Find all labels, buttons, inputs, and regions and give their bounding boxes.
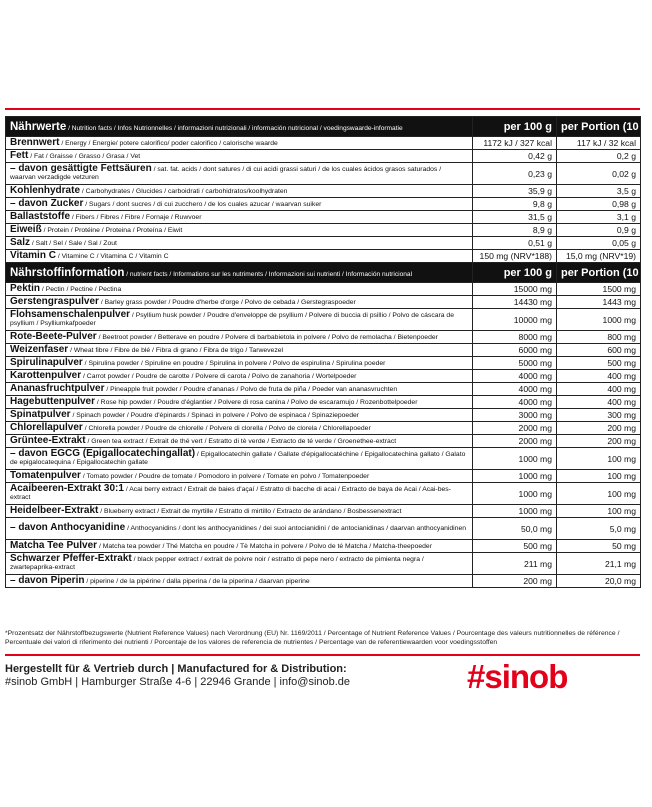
- ingredient-name: Pektin: [10, 282, 41, 294]
- nutrient-translations: / Carbohydrates / Glucides / carboidrati / carbohidratos/koolhydraten: [80, 187, 288, 195]
- ingredient-row: [6, 575, 641, 588]
- ingredient-translations: / piperine / de la pipérine / dalla piperina / de la piperina / daarvan piperine: [84, 577, 310, 585]
- ingredient-row: [6, 344, 641, 357]
- nutrient-name: Vitamin C: [10, 249, 56, 261]
- ingredient-translations: / Spinach powder / Poudre d'épinards / Spinaci in polvere / Polvo de espinaca / Spinaziepoeder: [70, 411, 360, 419]
- ingredient-value-per-100g: 4000 mg: [473, 396, 557, 409]
- ingredient-value-per-100g: 4000 mg: [473, 383, 557, 396]
- ingredient-translations: / Matcha tea powder / Thé Matcha en poudre / Tè Matcha in polvere / Polvo de té Matcha / Matcha-theepoeder: [97, 542, 432, 550]
- ingredient-name: Spinatpulver: [10, 408, 71, 420]
- ingredient-name-cell: [6, 483, 473, 505]
- ingredient-row: [6, 505, 641, 518]
- nutrient-name-cell: [6, 250, 473, 263]
- nutrient-value-per-100g: 8,9 g: [473, 224, 557, 237]
- nutrient-value-per-portion: 15,0 mg (NRV*19): [557, 250, 641, 263]
- nutrient-value-per-portion: 117 kJ / 32 kcal: [557, 137, 641, 150]
- nutrient-translations: / Vitamine C / Vitamina C / Vitamin C: [55, 252, 169, 260]
- ingredient-row: [6, 448, 641, 470]
- ingredient-translations: / Beetroot powder / Betterave en poudre / Polvere di barbabietola in polvere / Polvo de remolacha / Bietenpoeder: [96, 333, 438, 341]
- ingredient-name-cell: [6, 344, 473, 357]
- nutrient-name-cell: [6, 150, 473, 163]
- ingredient-name-cell: [6, 575, 473, 588]
- ingredient-translations: / Rose hip powder / Poudre d'églantier / Polvere di rosa canina / Polvo de escaramujo / Rozenbottelpoeder: [95, 398, 418, 406]
- manufacturer-address: #sinob GmbH | Hamburger Straße 4-6 | 22946 Grande | info@sinob.de: [5, 676, 351, 688]
- ingredient-value-per-100g: 500 mg: [473, 540, 557, 553]
- ingredient-name-cell: [6, 435, 473, 448]
- sinob-logo: #sinob: [467, 658, 568, 695]
- nutrient-value-per-portion: 0,9 g: [557, 224, 641, 237]
- ingredient-value-per-portion: 100 mg: [557, 470, 641, 483]
- ingredient-name: – davon Piperin: [10, 574, 85, 586]
- ingredient-name-cell: [6, 396, 473, 409]
- ingredient-value-per-100g: 14430 mg: [473, 296, 557, 309]
- ingredient-name: Hagebuttenpulver: [10, 395, 96, 407]
- ingredient-value-per-portion: 20,0 mg: [557, 575, 641, 588]
- ingredient-value-per-100g: 10000 mg: [473, 309, 557, 331]
- ingredient-value-per-portion: 600 mg: [557, 344, 641, 357]
- nutrient-name-cell: [6, 237, 473, 250]
- ingredient-row: [6, 309, 641, 331]
- ingredient-name-cell: [6, 448, 473, 470]
- top-red-rule: [5, 108, 640, 110]
- ingredient-row: [6, 422, 641, 435]
- ingredient-value-per-portion: 100 mg: [557, 448, 641, 470]
- nutrient-translations: / Energy / Energie/ potere calorifico/ poder calorifico / calorische waarde: [59, 139, 278, 147]
- ingredient-name: – davon EGCG (Epigallocatechingallat): [10, 448, 196, 459]
- nutrient-row: [6, 137, 641, 150]
- ingredient-value-per-100g: 1000 mg: [473, 505, 557, 518]
- nutrient-translations: / Sugars / dont sucres / di cui zucchero / de los cuales azucar / waarvan suiker: [83, 200, 322, 208]
- ingredient-row: [6, 370, 641, 383]
- nutrient-translations: / sat. fat. acids / dont satures / di cui acidi grassi saturi / de los cuales ácidos grasos saturados / waarvan verzadigde vetzuren: [10, 166, 442, 181]
- nutrient-name: Kohlenhydrate: [10, 184, 81, 196]
- ingredient-name: Grüntee-Extrakt: [10, 434, 86, 446]
- nutrient-name-cell: [6, 198, 473, 211]
- nutrient-row: [6, 198, 641, 211]
- ingredient-name: Heidelbeer-Extrakt: [10, 504, 99, 516]
- nutrient-row: [6, 250, 641, 263]
- nutrition-header-col1: per 100 g: [473, 117, 557, 137]
- ingredient-value-per-portion: 5,0 mg: [557, 518, 641, 540]
- nutrient-row: [6, 211, 641, 224]
- ingredient-name-cell: [6, 540, 473, 553]
- ingredient-row: [6, 483, 641, 505]
- ingredient-value-per-100g: 1000 mg: [473, 483, 557, 505]
- ingredient-translations: / Green tea extract / Extrait de thé vert / Estratto di tè verde / Extracto de té verde / Groenethee-extract: [85, 437, 397, 445]
- ingredient-row: [6, 518, 641, 540]
- nutrient-row: [6, 185, 641, 198]
- ingredient-name: Flohsamenschalenpulver: [10, 309, 131, 320]
- nutrient-name-cell: [6, 224, 473, 237]
- nutrient-value-per-100g: 0,51 g: [473, 237, 557, 250]
- ingredient-name: Gerstengraspulver: [10, 295, 99, 307]
- ingredient-translations: / Acai berry extract / Extrait de baies d'açaí / Estratto di bacche di acai / Extracto de baya de Acai / Acai-bes-extract: [10, 486, 451, 501]
- nutrient-value-per-portion: 0,02 g: [557, 163, 641, 185]
- nutrient-value-per-portion: 0,2 g: [557, 150, 641, 163]
- ingredient-row: [6, 409, 641, 422]
- bottom-red-rule: [5, 654, 640, 656]
- ingredient-row: [6, 283, 641, 296]
- nutrient-value-per-100g: 1172 kJ / 327 kcal: [473, 137, 557, 150]
- nrv-footnote: *Prozentsatz der Nährstoffbezugswerte (Nutrient Reference Values) nach Verordnung (EU) Nr. 1169/2011 / Percentage of Nutrient Reference Values / Pourcentage des valeurs nutritionnelles de référence / Percentuale dei valori di riferimento dei nutrienti / Porcentaje de los valores de referencia de nutrientes / Percentage van de referentiewaarden voor voedingsstoffen: [5, 630, 620, 646]
- ingredient-row: [6, 553, 641, 575]
- ingredient-name-cell: [6, 331, 473, 344]
- ingredient-name-cell: [6, 518, 473, 540]
- ingredient-translations: / Carrot powder / Poudre de carotte / Polvere di carota / Polvo de zanahoria / Wortelpoeder: [81, 372, 357, 380]
- ingredient-name-cell: [6, 370, 473, 383]
- ingredient-value-per-portion: 1443 mg: [557, 296, 641, 309]
- nutrition-header-title: Nährwerte / Nutrition facts / Infos Nutrionnelles / informazioni nutrizionali / información nutricional / voedingswaarde-informatie: [6, 117, 473, 137]
- ingredient-value-per-portion: 100 mg: [557, 483, 641, 505]
- nutrient-name: Brennwert: [10, 136, 60, 148]
- ingredient-value-per-100g: 8000 mg: [473, 331, 557, 344]
- ingredient-translations: / Spirulina powder / Spiruline en poudre / Spirulina in polvere / Polvo de espirulina / Spirulina poeder: [82, 359, 386, 367]
- ingredient-value-per-100g: 4000 mg: [473, 370, 557, 383]
- ingredient-name-cell: [6, 470, 473, 483]
- ingredient-name-cell: [6, 296, 473, 309]
- ingredient-name: Acaibeeren-Extrakt 30:1: [10, 483, 124, 494]
- ingredient-name: Spirulinapulver: [10, 356, 83, 368]
- nutrient-value-per-100g: 0,42 g: [473, 150, 557, 163]
- ingredient-value-per-portion: 500 mg: [557, 357, 641, 370]
- ingredient-value-per-portion: 400 mg: [557, 396, 641, 409]
- ingredient-name: Rote-Beete-Pulver: [10, 330, 97, 342]
- ingredient-value-per-100g: 15000 mg: [473, 283, 557, 296]
- ingredient-name: Ananasfruchtpulver: [10, 382, 105, 394]
- ingredient-row: [6, 396, 641, 409]
- nutrient-value-per-portion: 0,05 g: [557, 237, 641, 250]
- nutrient-name: Eiweiß: [10, 223, 42, 235]
- ingredient-name-cell: [6, 553, 473, 575]
- nutrient-translations: / Fibers / Fibres / Fibre / Fornaje / Ruwvoer: [70, 213, 202, 221]
- nutrient-name: Ballaststoffe: [10, 210, 71, 222]
- nutrient-value-per-100g: 31,5 g: [473, 211, 557, 224]
- nutrition-header-col2: per Portion (10 g): [557, 117, 641, 137]
- ingredient-row: [6, 296, 641, 309]
- nutrition-table: [5, 116, 652, 588]
- ingredient-value-per-portion: 300 mg: [557, 409, 641, 422]
- ingredient-value-per-100g: 50,0 mg: [473, 518, 557, 540]
- ingredient-value-per-portion: 400 mg: [557, 370, 641, 383]
- ingredient-value-per-portion: 200 mg: [557, 435, 641, 448]
- nutrient-name: – davon Zucker: [10, 197, 84, 209]
- nutrient-value-per-portion: 0,98 g: [557, 198, 641, 211]
- ingredient-translations: / Barley grass powder / Poudre d'herbe d'orge / Polvo de cebada / Gerstegraspoeder: [98, 298, 356, 306]
- nutrient-name: – davon gesättigte Fettsäuren: [10, 163, 152, 174]
- ingredient-value-per-100g: 3000 mg: [473, 409, 557, 422]
- ingredient-header-col1: per 100 g: [473, 263, 557, 283]
- ingredient-name-cell: [6, 409, 473, 422]
- nutrient-name: Fett: [10, 149, 29, 161]
- nutrition-label: [5, 116, 652, 588]
- nutrient-value-per-100g: 0,23 g: [473, 163, 557, 185]
- ingredient-translations: / black pepper extract / extrait de poivre noir / estratto di pepe nero / extracto de pimienta negra / zwartepaprika-extract: [10, 556, 424, 571]
- ingredient-name-cell: [6, 357, 473, 370]
- ingredient-name: Weizenfaser: [10, 343, 69, 355]
- ingredient-name: – davon Anthocyanidine: [10, 522, 126, 533]
- ingredient-translations: / Chlorella powder / Poudre de chlorelle / Polvere di clorella / Polvo de clorela / Chlorellapoeder: [82, 424, 371, 432]
- nutrient-translations: / Fat / Graisse / Grasso / Grasa / Vet: [28, 152, 141, 160]
- ingredient-translations: / Tomato powder / Poudre de tomate / Pomodoro in polvere / Tomate en polvo / Tomatenpoeder: [80, 472, 370, 480]
- ingredient-name-cell: [6, 383, 473, 396]
- ingredient-translations: / Pineapple fruit powder / Poudre d'ananas / Polvo de fruta de piña / Poeder van ananasvruchten: [104, 385, 398, 393]
- ingredient-row: [6, 470, 641, 483]
- ingredient-value-per-100g: 200 mg: [473, 575, 557, 588]
- nutrient-value-per-100g: 35,9 g: [473, 185, 557, 198]
- ingredient-row: [6, 540, 641, 553]
- nutrient-row: [6, 163, 641, 185]
- ingredient-translations: / Epigallocatechin gallate / Gallate d'épigallocatéchine / Epigallocatechina gallato / Galato de epigalocatequina / Epigallocatechin gallate: [10, 451, 466, 466]
- ingredient-value-per-100g: 211 mg: [473, 553, 557, 575]
- ingredient-row: [6, 357, 641, 370]
- manufacturer-title: Hergestellt für & Vertrieb durch | Manufactured for & Distribution:: [5, 663, 347, 675]
- ingredient-header-row: [6, 263, 641, 283]
- ingredient-name: Chlorellapulver: [10, 421, 83, 433]
- ingredient-value-per-100g: 5000 mg: [473, 357, 557, 370]
- nutrient-name-cell: [6, 211, 473, 224]
- ingredient-translations: / Anthocyanidins / dont les anthocyanidines / dei suoi antocianidini / de antocianidinas / daarvan anthocyanidinen: [125, 525, 467, 532]
- nutrient-row: [6, 224, 641, 237]
- ingredient-name: Karottenpulver: [10, 369, 82, 381]
- nutrient-value-per-portion: 3,1 g: [557, 211, 641, 224]
- nutrient-row: [6, 150, 641, 163]
- nutrient-value-per-100g: 150 mg (NRV*188): [473, 250, 557, 263]
- ingredient-name-cell: [6, 283, 473, 296]
- ingredient-value-per-portion: 200 mg: [557, 422, 641, 435]
- ingredient-name-cell: [6, 422, 473, 435]
- ingredient-value-per-portion: 1500 mg: [557, 283, 641, 296]
- ingredient-name: Schwarzer Pfeffer-Extrakt: [10, 553, 132, 564]
- ingredient-row: [6, 383, 641, 396]
- ingredient-value-per-portion: 800 mg: [557, 331, 641, 344]
- manufacturer-block: [5, 663, 465, 689]
- nutrient-value-per-portion: 3,5 g: [557, 185, 641, 198]
- ingredient-value-per-portion: 100 mg: [557, 505, 641, 518]
- ingredient-value-per-portion: 1000 mg: [557, 309, 641, 331]
- nutrient-translations: / Protein / Protéine / Proteina / Proteína / Eiwit: [41, 226, 183, 234]
- ingredient-translations: / Blueberry extract / Extrait de myrtille / Estratto di mirtillo / Extracto de arándano / Bosbessenextract: [98, 507, 402, 515]
- ingredient-translations: / Psyllium husk powder / Poudre d'enveloppe de psyllium / Polvere di buccia di psillio / Polvo de cáscara de psyllium / Psylliumkafpoeder: [10, 312, 454, 327]
- nutrient-name-cell: [6, 163, 473, 185]
- ingredient-header-col2: per Portion (10 g): [557, 263, 641, 283]
- ingredient-translations: / Wheat fibre / Fibre de blé / Fibra di grano / Fibra de trigo / Tarwevezel: [68, 346, 284, 354]
- ingredient-value-per-100g: 2000 mg: [473, 435, 557, 448]
- ingredient-translations: / Pectin / Pectine / Pectina: [40, 285, 122, 293]
- ingredient-row: [6, 435, 641, 448]
- nutrient-name: Salz: [10, 236, 31, 248]
- ingredient-header-title: Nährstoffinformation / nutrient facts / Informations sur les nutriments / Informazioni sui nutrienti / Información nutricional: [6, 263, 473, 283]
- nutrient-value-per-100g: 9,8 g: [473, 198, 557, 211]
- ingredient-name: Matcha Tee Pulver: [10, 539, 98, 551]
- ingredient-value-per-100g: 1000 mg: [473, 470, 557, 483]
- ingredient-name: Tomatenpulver: [10, 469, 81, 481]
- ingredient-name-cell: [6, 505, 473, 518]
- ingredient-value-per-100g: 2000 mg: [473, 422, 557, 435]
- nutrition-header-row: [6, 117, 641, 137]
- nutrient-name-cell: [6, 185, 473, 198]
- ingredient-value-per-portion: 400 mg: [557, 383, 641, 396]
- nutrient-translations: / Salt / Sel / Sale / Sal / Zout: [30, 239, 117, 247]
- ingredient-value-per-portion: 50 mg: [557, 540, 641, 553]
- ingredient-name-cell: [6, 309, 473, 331]
- nutrient-name-cell: [6, 137, 473, 150]
- ingredient-row: [6, 331, 641, 344]
- ingredient-value-per-100g: 1000 mg: [473, 448, 557, 470]
- nutrient-row: [6, 237, 641, 250]
- ingredient-value-per-100g: 6000 mg: [473, 344, 557, 357]
- ingredient-value-per-portion: 21,1 mg: [557, 553, 641, 575]
